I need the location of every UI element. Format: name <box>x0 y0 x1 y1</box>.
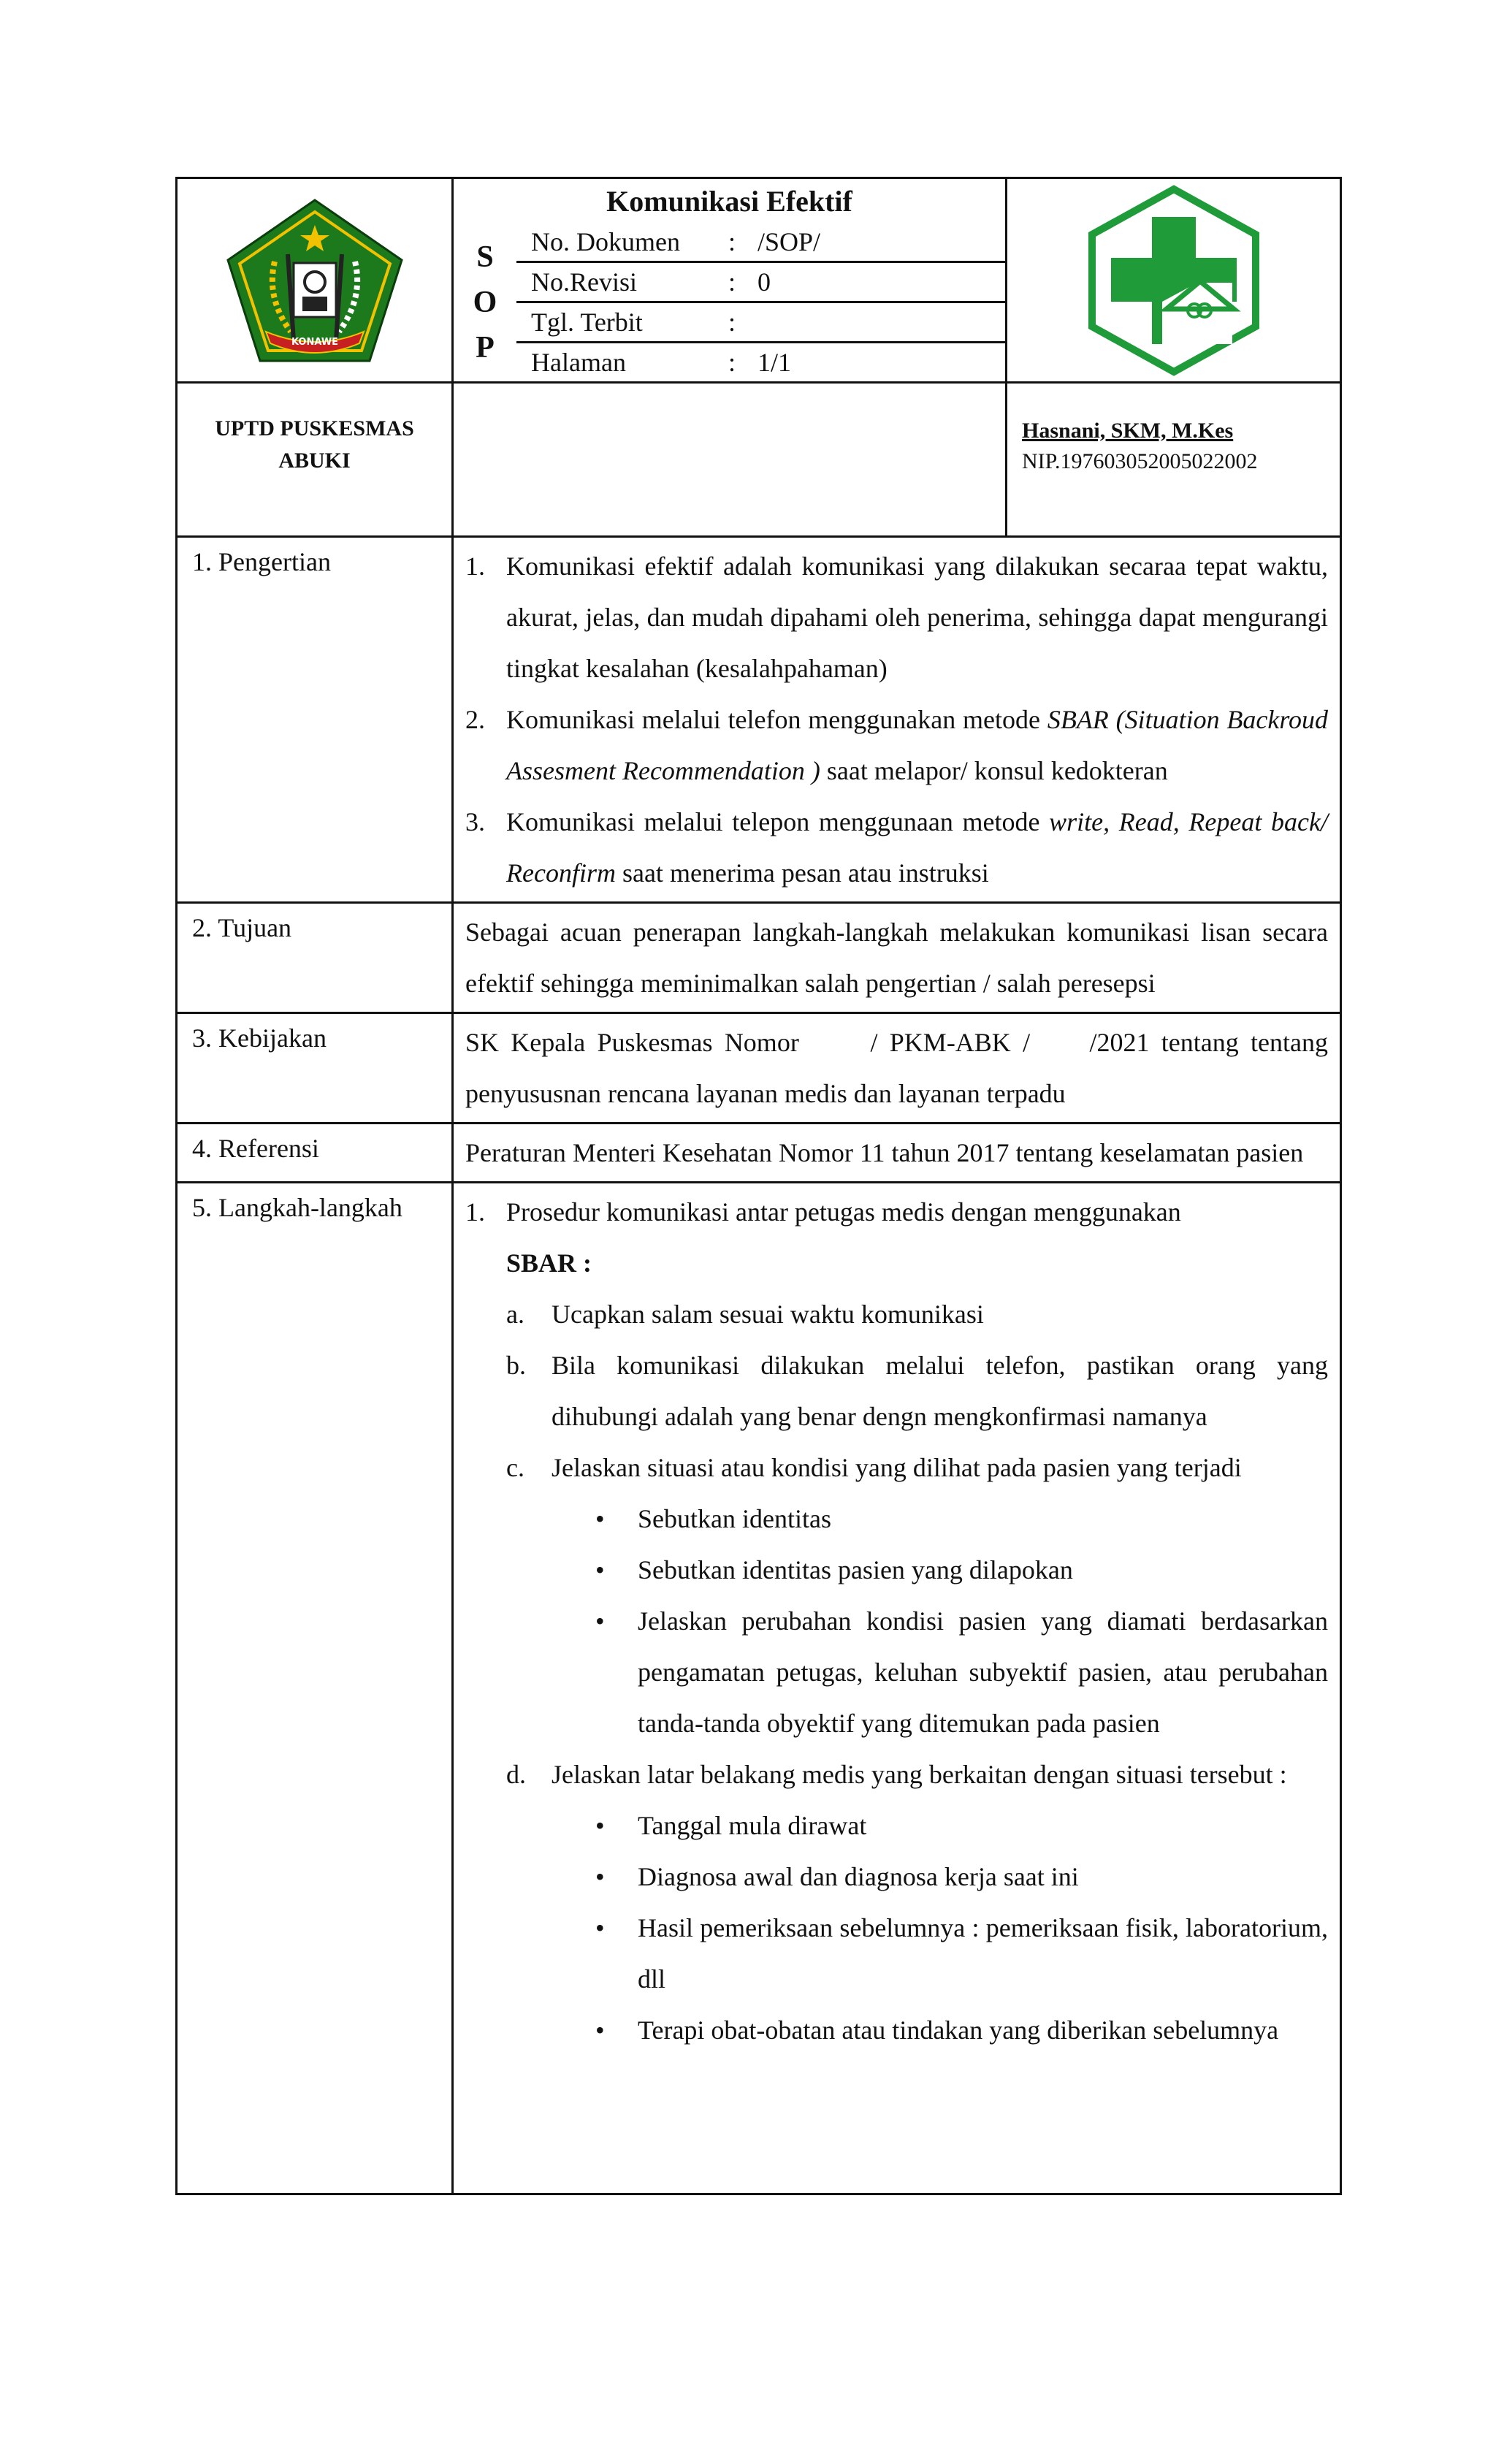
bullet-icon: • <box>595 1913 605 1942</box>
info-value: 0 <box>757 267 771 297</box>
bullet-icon: • <box>595 1504 605 1533</box>
bullet-item <box>465 1544 1328 1595</box>
sop-letters <box>454 223 516 381</box>
bullet-text: Hasil pemeriksaan sebelumnya : pemeriksaan fisik, laboratorium, dll <box>638 1913 1328 1994</box>
sub-item-c <box>465 1442 1328 1493</box>
bullet-icon: • <box>595 1606 605 1636</box>
bullet-icon: • <box>595 2015 605 2045</box>
sop-letter-p: P <box>476 330 495 365</box>
section-content-referensi: Peraturan Menteri Kesehatan Nomor 11 tahun 2017 tentang keselamatan pasien <box>453 1124 1341 1183</box>
emblem-banner-text: KONAWE <box>291 336 338 348</box>
puskesmas-cross-logo-icon <box>1086 185 1262 376</box>
sop-letter-s: S <box>476 240 494 274</box>
bullet-icon: • <box>595 1555 605 1584</box>
sop-table <box>175 177 1342 2195</box>
bullet-item <box>465 1493 1328 1544</box>
right-logo-cell <box>1007 178 1341 383</box>
info-label: Tgl. Terbit <box>531 308 643 337</box>
item-number: 1. <box>465 552 485 581</box>
item-text-bold: SBAR : <box>506 1248 592 1278</box>
title-block <box>454 179 1005 381</box>
item-text-italic: SBAR (Situation Backroud Assesment Recommendation ) <box>506 705 1328 785</box>
sub-item-text: Bila komunikasi dilakukan melalui telefon, pastikan orang yang dihubungi adalah yang benar dengn mengkonfirmasi namanya <box>552 1351 1328 1431</box>
info-sep: : <box>728 308 736 337</box>
signatory-nip: NIP.197603052005022002 <box>1022 449 1258 473</box>
org-name-line1: UPTD PUSKESMAS <box>215 416 414 440</box>
sub-item-d <box>465 1749 1328 1800</box>
signature-blank-cell <box>453 383 1007 537</box>
info-row-tgl-terbit <box>516 302 1005 343</box>
konawe-regency-emblem-icon <box>224 196 406 365</box>
sub-item-a <box>465 1289 1328 1340</box>
left-logo-cell <box>177 178 453 383</box>
section-content-tujuan: Sebagai acuan penerapan langkah-langkah melakukan komunikasi lisan secara efektif sehingga meminimalkan salah pengertian / salah peresepsi <box>453 903 1341 1013</box>
signatory-cell <box>1007 383 1341 537</box>
bullet-text: Sebutkan identitas <box>638 1504 831 1533</box>
bullet-text: Sebutkan identitas pasien yang dilapokan <box>638 1555 1073 1584</box>
section-content-pengertian <box>453 537 1341 903</box>
sub-item-b <box>465 1340 1328 1442</box>
sub-item-text: Ucapkan salam sesuai waktu komunikasi <box>552 1300 984 1329</box>
info-row-halaman <box>516 343 1005 382</box>
info-sep: : <box>728 227 736 256</box>
item-text: saat melapor/ konsul kedokteran <box>820 756 1168 785</box>
item-text: Prosedur komunikasi antar petugas medis dengan menggunakan <box>506 1197 1181 1227</box>
bullet-item <box>465 1851 1328 1902</box>
bullet-text: Tanggal mula dirawat <box>638 1811 867 1840</box>
info-label: Halaman <box>531 348 626 377</box>
title-cell <box>453 178 1007 383</box>
bullet-text: Diagnosa awal dan diagnosa kerja saat ini <box>638 1862 1079 1891</box>
item-text-italic: write, Read, Repeat back/ Reconfirm <box>506 807 1328 888</box>
sub-item-letter: c. <box>506 1453 524 1482</box>
item-text: Komunikasi efektif adalah komunikasi yang dilakukan secaraa tepat waktu, akurat, jelas, dan mudah dipahami oleh penerima, sehingga dapat mengurangi tingkat kesalahan (kesalahpahaman) <box>506 552 1328 683</box>
info-sep: : <box>728 348 736 377</box>
item-number: 2. <box>465 705 485 734</box>
sub-item-text: Jelaskan latar belakang medis yang berkaitan dengan situasi tersebut : <box>552 1760 1287 1789</box>
bullet-text: Jelaskan perubahan kondisi pasien yang diamati berdasarkan pengamatan petugas, keluhan subyektif pasien, atau perubahan tanda-tanda obyektif yang ditemukan pada pasien <box>638 1606 1328 1738</box>
list-item <box>465 796 1328 899</box>
info-value: 1/1 <box>757 348 792 377</box>
sub-item-letter: b. <box>506 1351 526 1380</box>
bullet-item <box>465 1595 1328 1749</box>
item-number: 1. <box>465 1197 485 1227</box>
info-row-no-dokumen <box>516 223 1005 262</box>
bullet-item <box>465 1902 1328 2005</box>
section-label-referensi: 4. Referensi <box>177 1124 453 1183</box>
info-sep: : <box>728 267 736 297</box>
section-content-langkah <box>453 1183 1341 2194</box>
section-label-langkah: 5. Langkah-langkah <box>177 1183 453 2194</box>
bullet-text: Terapi obat-obatan atau tindakan yang diberikan sebelumnya <box>638 2015 1279 2045</box>
org-name-line2: ABUKI <box>278 449 351 473</box>
section-label-pengertian: 1. Pengertian <box>177 537 453 903</box>
list-item <box>465 1186 1328 1289</box>
info-label: No.Revisi <box>531 267 638 297</box>
section-label-tujuan: 2. Tujuan <box>177 903 453 1013</box>
item-text: Komunikasi melalui telefon menggunakan metode <box>506 705 1047 734</box>
sop-letter-o: O <box>473 285 497 319</box>
bullet-item <box>465 1800 1328 1851</box>
item-text: Komunikasi melalui telepon menggunaan metode <box>506 807 1050 836</box>
info-value: /SOP/ <box>757 227 821 256</box>
sub-item-letter: d. <box>506 1760 526 1789</box>
sop-title: Komunikasi Efektif <box>606 184 852 218</box>
section-label-kebijakan: 3. Kebijakan <box>177 1013 453 1124</box>
info-label: No. Dokumen <box>531 227 680 256</box>
sub-item-letter: a. <box>506 1300 524 1329</box>
section-content-kebijakan: SK Kepala Puskesmas Nomor / PKM-ABK / /2021 tentang tentang penyususnan rencana layanan medis dan layanan terpadu <box>453 1013 1341 1124</box>
item-number: 3. <box>465 807 485 836</box>
sub-item-text: Jelaskan situasi atau kondisi yang dilihat pada pasien yang terjadi <box>552 1453 1242 1482</box>
list-item <box>465 694 1328 796</box>
bullet-icon: • <box>595 1862 605 1891</box>
bullet-item <box>465 2005 1328 2056</box>
info-row-no-revisi <box>516 262 1005 302</box>
org-name-cell <box>177 383 453 537</box>
item-text: saat menerima pesan atau instruksi <box>615 858 989 888</box>
list-item <box>465 541 1328 694</box>
bullet-icon: • <box>595 1811 605 1840</box>
signatory-name: Hasnani, SKM, M.Kes <box>1022 419 1234 443</box>
